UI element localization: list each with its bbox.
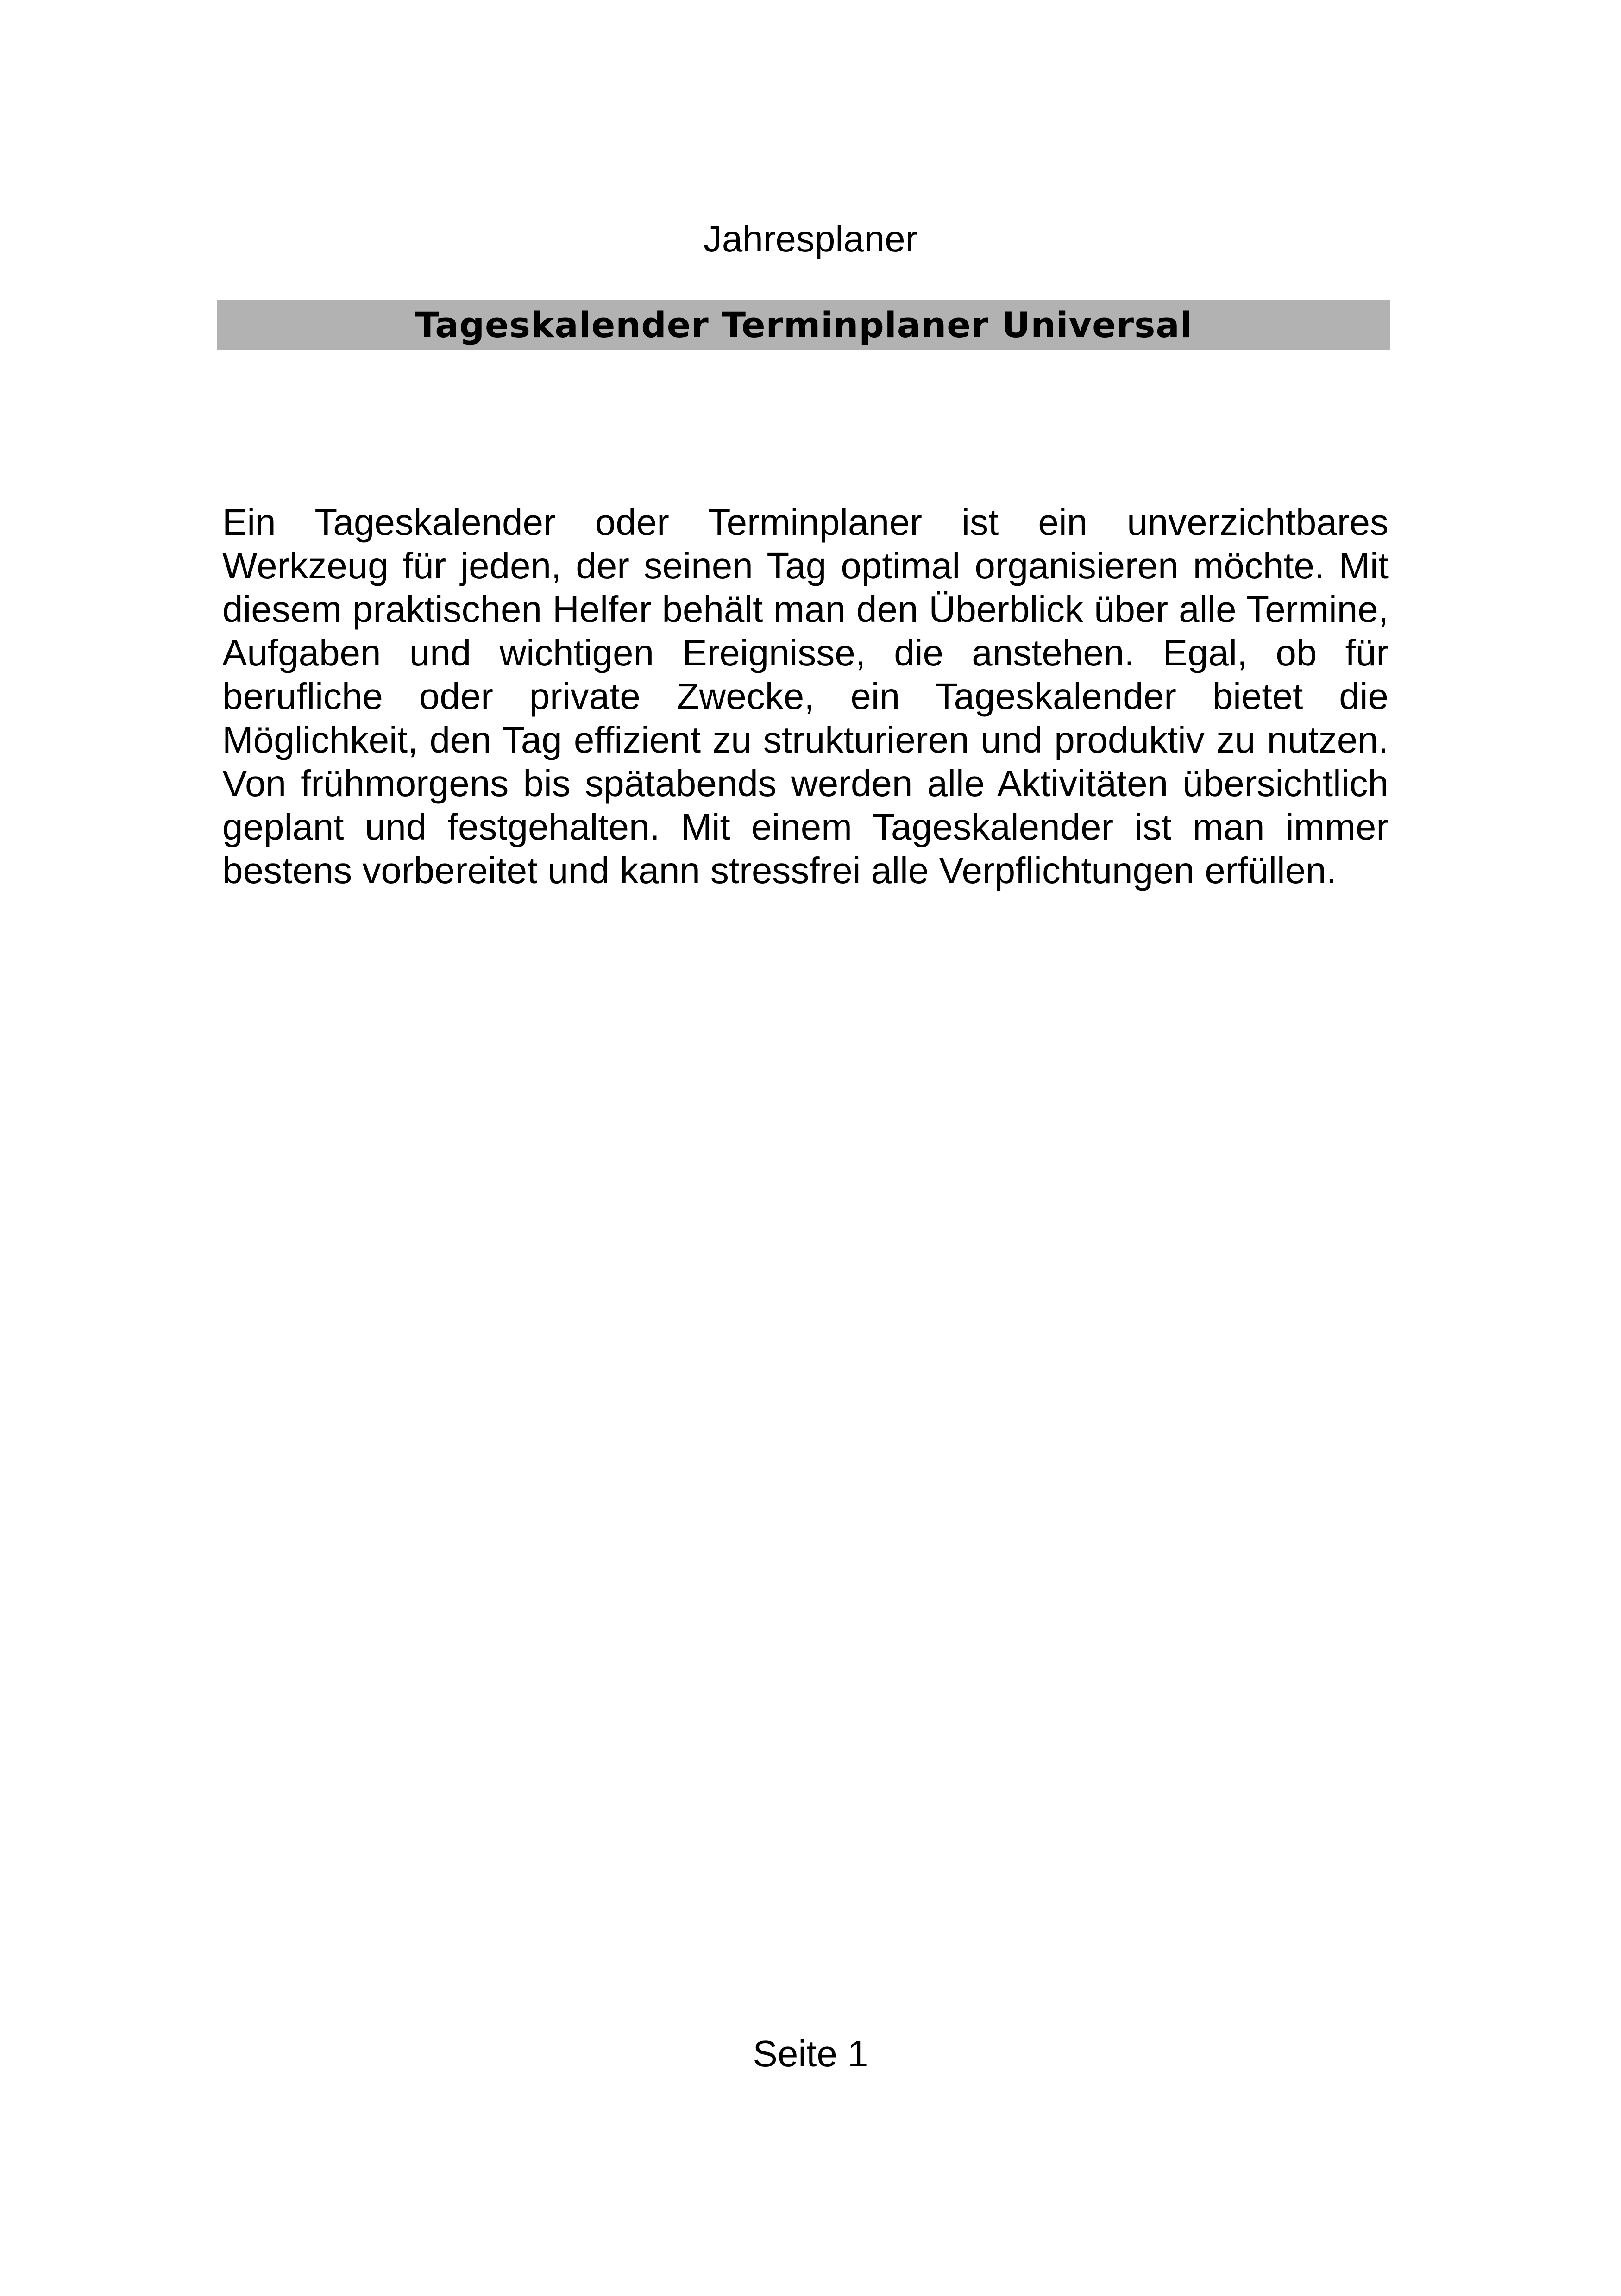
body-paragraph: Ein Tageskalender oder Terminplaner ist ein unverzichtbares Werkzeug für jeden, der seinen Tag optimal organisieren möchte. Mit diesem praktischen Helfer behält man den Überblick über alle Termine, Aufgaben und wichtigen Ereignisse, die anstehen. Egal, ob für berufliche oder private Zwecke, ein Tageskalender bietet die Möglichkeit, den Tag effizient zu strukturieren und produktiv zu nutzen. Von frühmorgens bis spätabends werden alle Aktivitäten übersichtlich geplant und festgehalten. Mit einem Tageskalender ist man immer bestens vorbereitet und kann stressfrei alle Verpflichtungen erfüllen. xyxy=(222,502,1389,891)
document-title: Tageskalender Terminplaner Universal xyxy=(415,304,1193,345)
title-banner xyxy=(217,300,1390,350)
page-header-title: Jahresplaner xyxy=(703,218,918,259)
page-number: Seite 1 xyxy=(753,2033,868,2074)
